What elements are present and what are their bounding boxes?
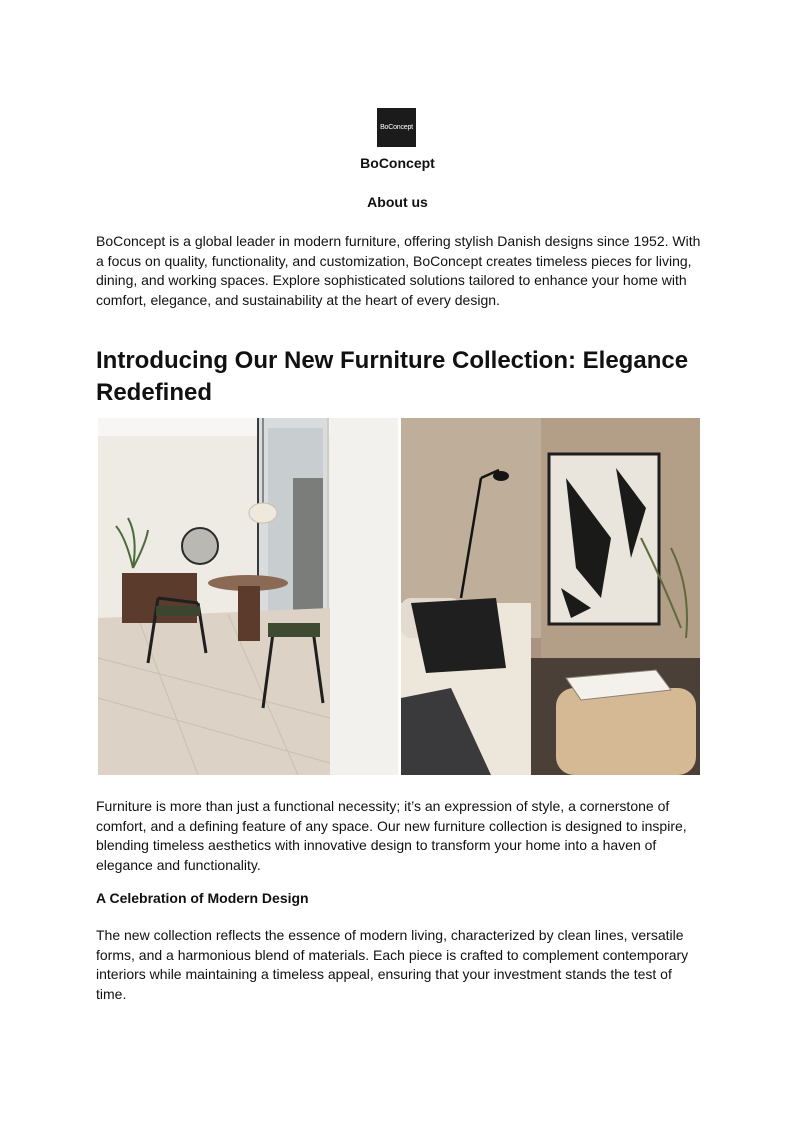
section-heading: A Celebration of Modern Design	[96, 890, 309, 906]
living-room-photo	[401, 418, 700, 775]
body-paragraph-2: The new collection reflects the essence of modern living, characterized by clean lines, versatile forms, and a harmonious blend of materials. Each piece is crafted to complement contemporary interiors while maintaining a timeless appeal, ensuring that your investment stands the test of time.	[96, 927, 689, 1002]
about-heading: About us	[367, 194, 428, 210]
boconcept-logo	[377, 108, 416, 147]
intro-paragraph: BoConcept is a global leader in modern furniture, offering stylish Danish designs since 1952. With a focus on quality, functionality, and customization, BoConcept creates timeless pieces for living, dining, and working spaces. Explore sophisticated solutions tailored to enhance your home with comfort, elegance, and sustainability at the heart of every design.	[96, 233, 701, 308]
article-title: Introducing Our New Furniture Collection: Elegance Redefined	[96, 347, 689, 406]
brand-name: BoConcept	[360, 155, 435, 171]
body-paragraph-1: Furniture is more than just a functional necessity; it’s an expression of style, a cornerstone of comfort, and a defining feature of any space. Our new furniture collection is designed to inspire, blending timeless aesthetics with innovative design to transform your home into a haven of elegance and functionality.	[96, 798, 687, 873]
dining-room-photo	[98, 418, 398, 775]
logo-text: BoConcept	[380, 124, 413, 131]
